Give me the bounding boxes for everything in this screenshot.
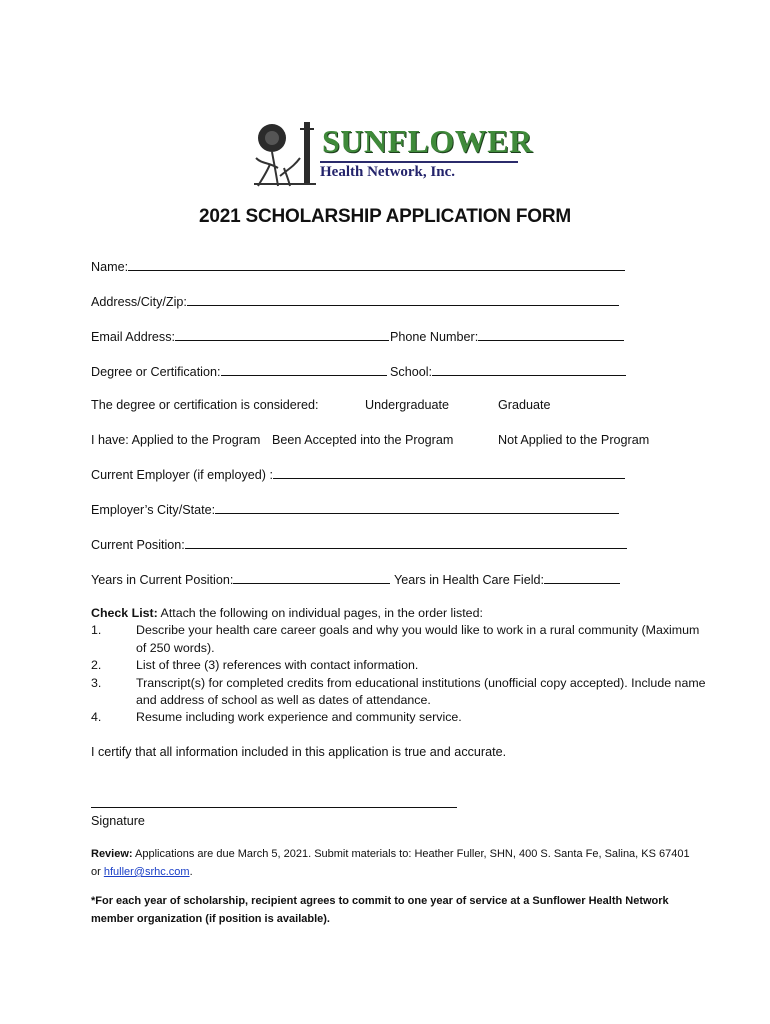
phone-row [390,328,624,345]
certify-statement: I certify that all information included in this application is true and accurate. [91,745,507,759]
review-label: Review: [91,848,133,860]
school-label: School: [390,365,433,379]
employer-city-row [91,501,619,518]
checklist [91,605,711,727]
logo-subtitle: Health Network, Inc. [320,164,455,180]
list-item [91,622,711,657]
sunflower-logo [250,118,533,190]
logo-wordmark: SUNFLOWER [322,123,533,159]
list-item-number: 2. [91,658,102,673]
employer-city-field[interactable] [215,501,619,514]
undergraduate-option[interactable]: Undergraduate [365,398,450,412]
checklist-header [91,605,711,622]
list-item-text: List of three (3) references with contact information. [136,658,419,673]
degree-field[interactable] [221,363,387,376]
form-title: 2021 SCHOLARSHIP APPLICATION FORM [198,206,572,227]
logo-divider [320,161,518,163]
address-row [91,293,619,310]
list-item-text: Resume including work experience and community service. [136,710,462,725]
sunflower-icon [250,118,318,188]
list-item-number: 4. [91,710,102,725]
phone-field[interactable] [478,328,624,341]
degree-row [91,363,387,380]
position-row [91,536,627,553]
years-position-label: Years in Current Position: [91,573,234,587]
checklist-heading: Check List: [91,606,158,620]
email-label: Email Address: [91,330,175,344]
degree-label: Degree or Certification: [91,365,221,379]
review-end: . [189,866,193,878]
school-row [390,363,626,380]
signature-label: Signature [91,814,145,828]
years-position-field[interactable] [233,571,390,584]
list-item-number: 3. [91,675,102,690]
name-field[interactable] [128,258,625,271]
list-item-number: 1. [91,623,102,638]
employer-city-label: Employer’s City/State: [91,503,216,517]
email-field[interactable] [175,328,389,341]
accepted-option[interactable]: Been Accepted into the Program [272,433,454,447]
list-item-text: Describe your health care career goals and why you would like to work in a rural community (Maximum of 250 words). [136,623,700,655]
position-field[interactable] [185,536,627,549]
review-text: Applications are due March 5, 2021. Submit materials to: Heather Fuller, SHN, 400 S. Santa Fe, Salina, KS 67401 or [91,848,690,878]
checklist-intro: Attach the following on individual pages, in the order listed: [157,606,483,620]
address-label: Address/City/Zip: [91,295,187,309]
years-field-label: Years in Health Care Field: [394,573,545,587]
address-field[interactable] [187,293,619,306]
years-field-row [394,571,620,588]
review-note [91,845,691,881]
employer-label: Current Employer (if employed) : [91,468,273,482]
list-item [91,657,711,674]
phone-label: Phone Number: [390,330,479,344]
graduate-option[interactable]: Graduate [498,398,551,412]
applied-option[interactable]: I have: Applied to the Program [91,433,261,447]
name-row [91,258,625,275]
employer-row [91,466,625,483]
list-item [91,675,711,710]
years-field-field[interactable] [544,571,620,584]
contact-email-link[interactable]: hfuller@srhc.com [103,866,190,878]
list-item-text: Transcript(s) for completed credits from educational institutions (unofficial copy accepted). Include name and address of school as well as dates of attendance. [136,675,706,708]
email-row [91,328,389,345]
name-label: Name: [91,260,129,274]
service-footnote: *For each year of scholarship, recipient agrees to commit to one year of service at a Sunflower Health Network member organization (if position is available). [91,895,669,925]
list-item [91,709,711,726]
signature-field[interactable] [91,807,457,808]
school-field[interactable] [432,363,626,376]
degree-type-label: The degree or certification is considered: [91,398,319,412]
position-label: Current Position: [91,538,185,552]
not-applied-option[interactable]: Not Applied to the Program [498,433,650,447]
years-position-row [91,571,390,588]
employer-field[interactable] [273,466,625,479]
